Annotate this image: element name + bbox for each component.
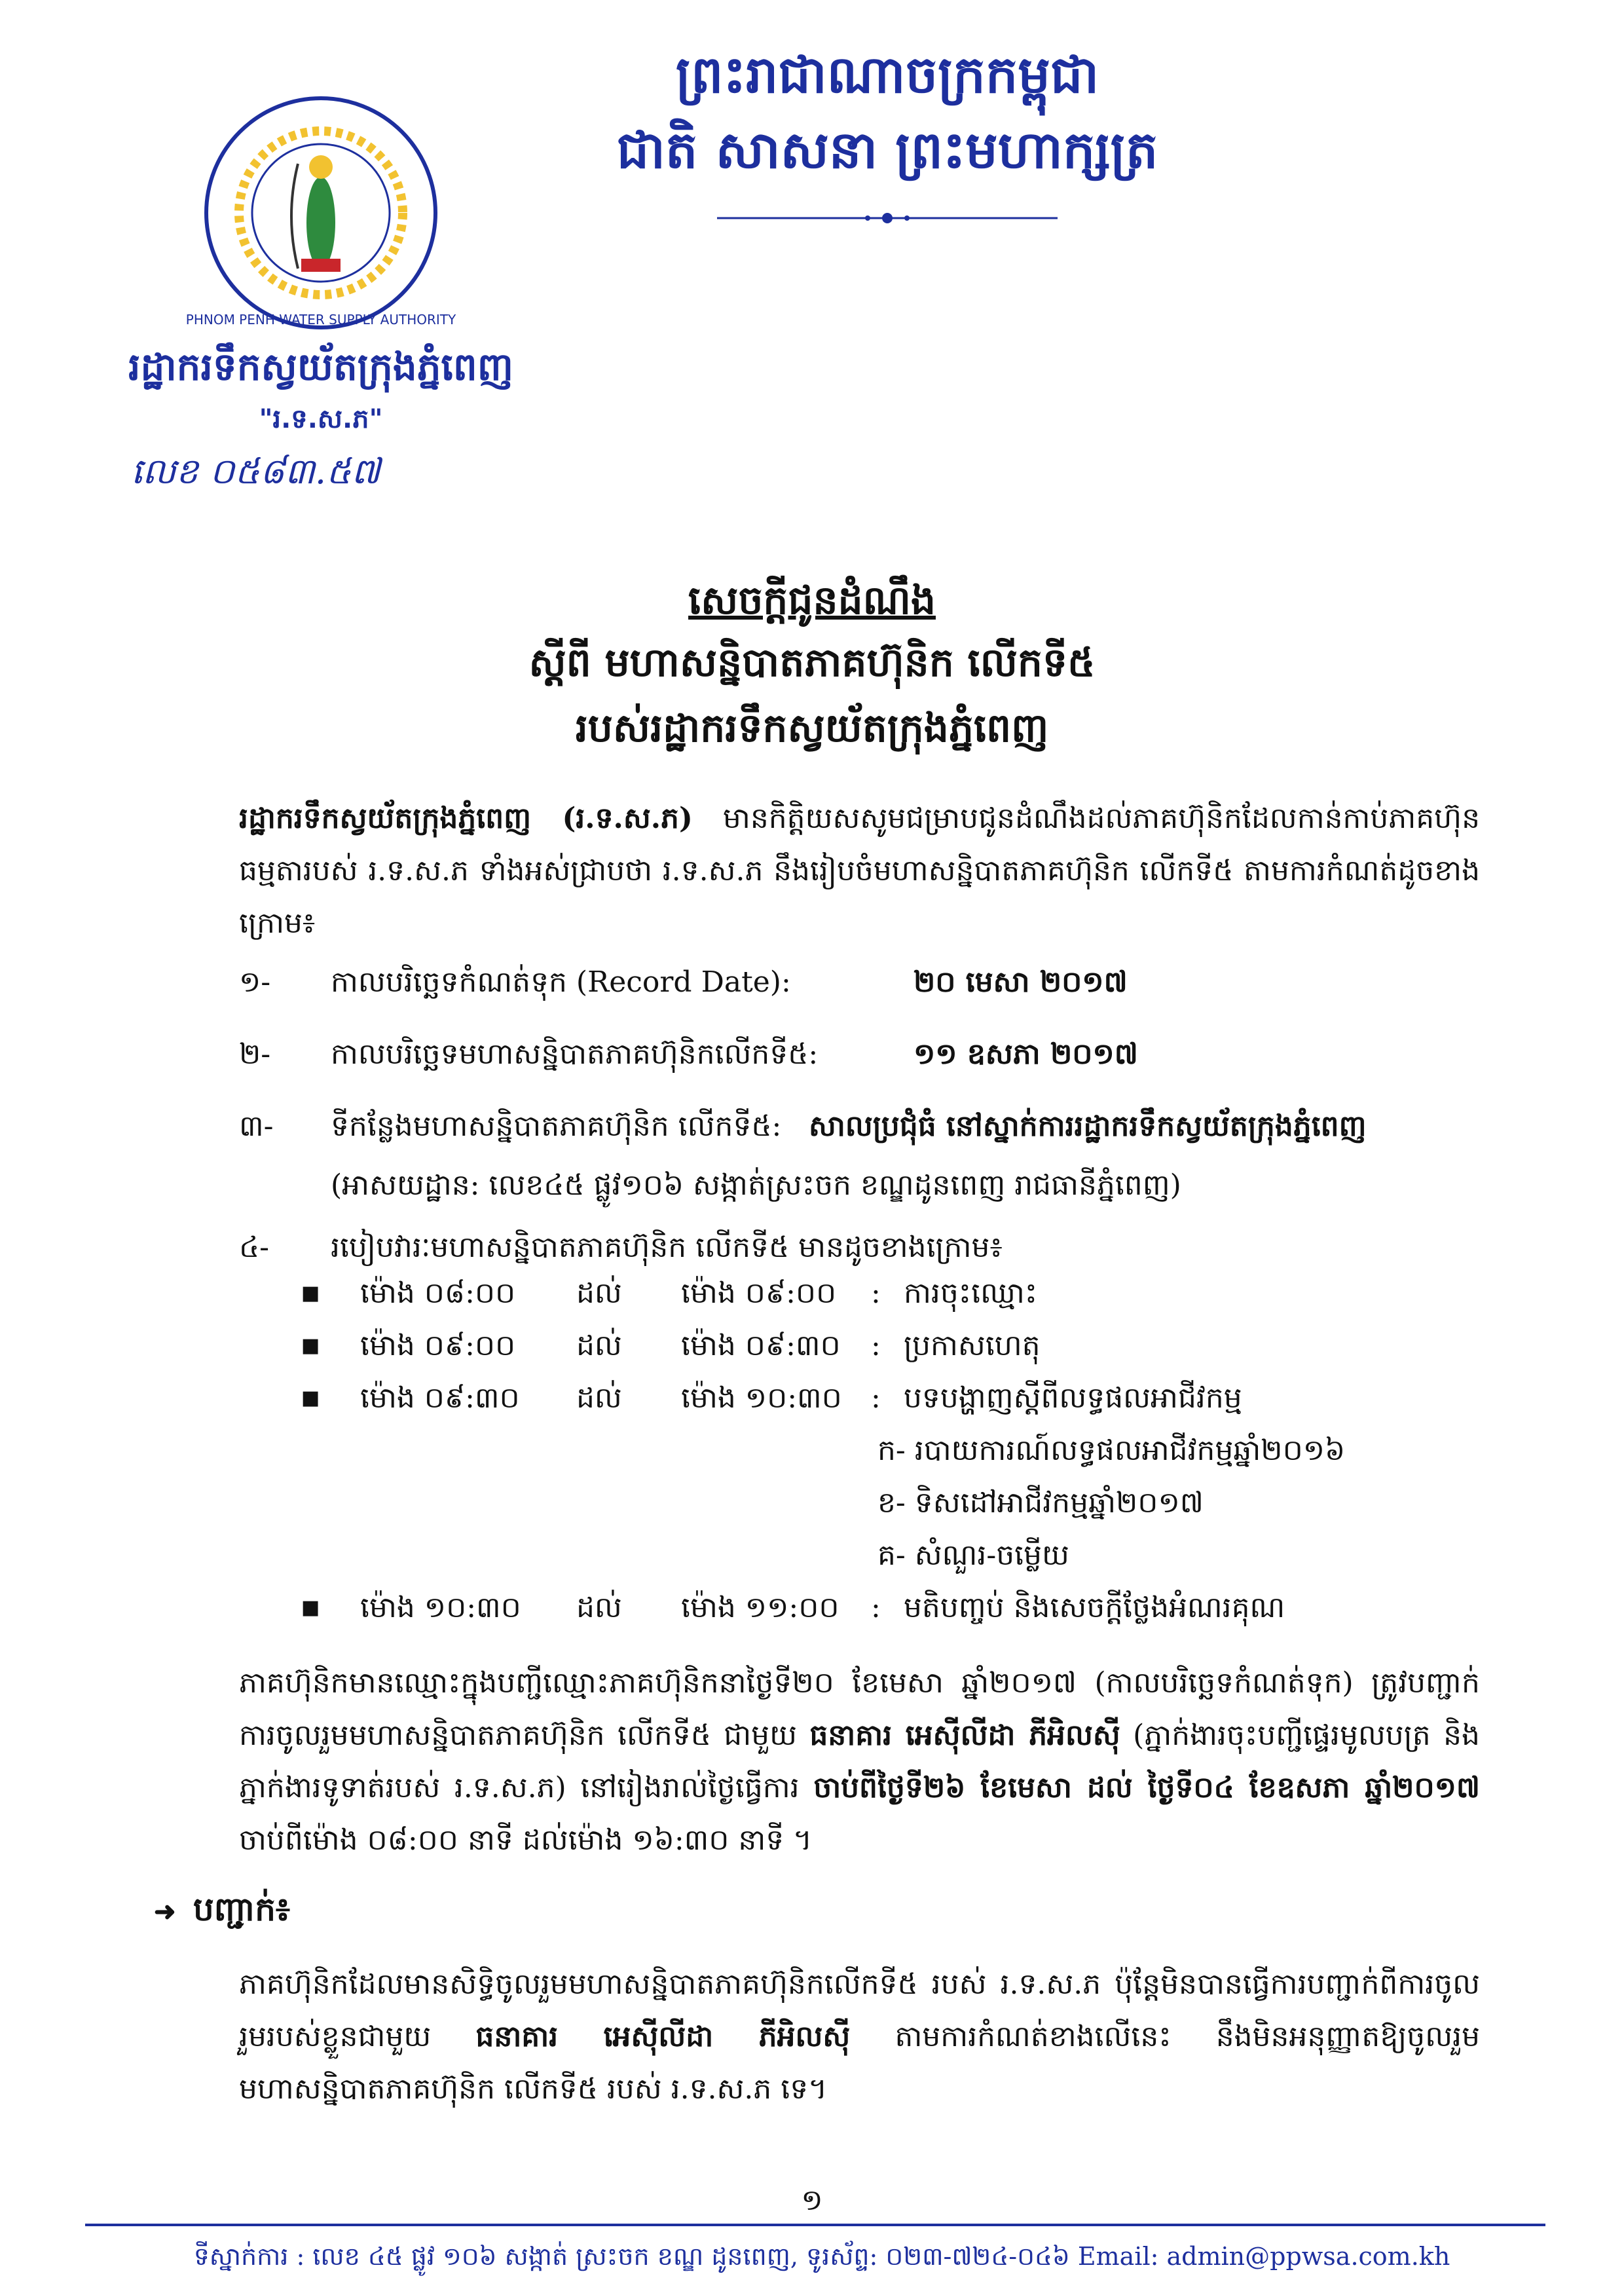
sub-item: គ- សំណួរ-ចម្លើយ (877, 1539, 1069, 1572)
para2-text-1: ភាគហ៊ុនិកមានឈ្មោះក្នុងបញ្ជីឈ្មោះភាគហ៊ុនិកនាថ្ងៃទី២០ ខែមេសា ឆ្នាំ២០១៧ (កាលបរិច្ឆេទកំណត់ទុក) ត្រូវបញ្ជាក់ការចូលរួមមហាសន្និបាតភាគហ៊ុនិក លើកទី៥ ជាមួយ (239, 1666, 1480, 1752)
square-bullet-icon: ■ (301, 1282, 320, 1305)
registration-dates: ចាប់ពីថ្ងៃទី២៦ ខែមេសា ដល់ ថ្ងៃទី០៤ ខែឧសភា ឆ្នាំ២០១៧ (813, 1771, 1480, 1804)
item-value: សាលប្រជុំធំ នៅស្នាក់ការរដ្ឋាករទឹកស្វយ័តក្រុងភ្នំពេញ (809, 1110, 1367, 1143)
item-number: ២- (239, 1037, 271, 1071)
activity: មតិបញ្ចប់ និងសេចក្តីថ្លែងអំណរគុណ (904, 1591, 1285, 1624)
time-to-word: ដល់ (576, 1277, 622, 1310)
registration-paragraph (239, 1657, 1480, 1867)
time-to-word: ដល់ (576, 1591, 622, 1624)
item-venue-address (239, 1156, 1483, 1215)
logo-caption: PHNOM PENH WATER SUPPLY AUTHORITY (185, 312, 456, 327)
item-record-date (239, 953, 1483, 1012)
item-number: ១- (239, 965, 271, 999)
note-heading-text: បញ្ជាក់៖ (193, 1890, 290, 1928)
item-label: កាលបរិច្ឆេទមហាសន្និបាតភាគហ៊ុនិកលើកទី៥: (331, 1037, 819, 1071)
time-from: ម៉ោង ០៩:០០ (360, 1329, 516, 1362)
footer-divider (85, 2224, 1545, 2226)
colon: : (871, 1277, 881, 1310)
intro-paragraph (239, 793, 1480, 950)
colon: : (871, 1329, 881, 1362)
ornament-divider (717, 208, 1058, 228)
page-number: ១ (801, 2184, 823, 2217)
note-text-1: ភាគហ៊ុនិកដែលមានសិទ្ធិចូលរួមមហាសន្និបាតភាគហ៊ុនិកលើកទី៥ របស់ រ.ទ.ស.ភ ប៉ុន្តែមិនបានធ្វើការបញ្ជាក់ពីការចូលរួមរបស់ខ្លួនជាមួយ (239, 1968, 1480, 2053)
time-to-word: ដល់ (576, 1381, 622, 1415)
national-motto: ជាតិ សាសនា ព្រះមហាក្សត្រ (616, 121, 1158, 180)
colon: : (871, 1591, 881, 1624)
schedule-row (301, 1372, 1480, 1425)
time-from: ម៉ោង ០៩:៣០ (360, 1381, 520, 1415)
kingdom-heading: ព្រះរាជាណាចក្រកម្ពុជា (675, 45, 1099, 105)
intro-text: មានកិត្តិយសសូមជម្រាបជូនដំណឹងដល់ភាគហ៊ុនិកដែលកាន់កាប់ភាគហ៊ុនធម្មតារបស់ រ.ទ.ស.ភ ទាំងអស់ជ្រាបថា រ.ទ.ស.ភ នឹងរៀបចំមហាសន្និបាតភាគហ៊ុនិក លើកទី៥ តាមការកំណត់ដូចខាងក្រោម៖ (239, 802, 1480, 940)
time-to: ម៉ោង ០៩:៣០ (681, 1329, 841, 1362)
bank-name: ធនាគារ អេស៊ីលីដា ភីអិលស៊ី (475, 2020, 851, 2053)
para2-text-3: ចាប់ពីម៉ោង ០៨:០០ នាទី ដល់ម៉ោង ១៦:៣០ នាទី ។ (239, 1823, 813, 1857)
colon: : (871, 1381, 881, 1415)
item-meeting-date (239, 1025, 1483, 1084)
square-bullet-icon: ■ (301, 1387, 320, 1409)
document-title: សេចក្តីជូនដំណឹង (688, 578, 936, 624)
time-from: ម៉ោង ០៨:០០ (360, 1277, 516, 1310)
para2-text-2: (ភ្នាក់ងារចុះបញ្ជីផ្ទេរមូលបត្រ និងភ្នាក់ងារទូទាត់របស់ រ.ទ.ស.ភ) នៅរៀងរាល់ថ្ងៃធ្វើការ (239, 1719, 1480, 1804)
note-heading (154, 1880, 547, 1939)
venue-address: (អាសយដ្ឋាន: លេខ៤៥ ផ្លូវ១០៦ សង្កាត់ស្រះចក ខណ្ឌដូនពេញ រាជធានីភ្នំពេញ) (331, 1168, 1181, 1202)
activity: ប្រកាសហេតុ (904, 1329, 1041, 1362)
schedule-row (301, 1320, 1480, 1372)
time-to: ម៉ោង ១១:០០ (681, 1591, 840, 1624)
footer-address: ទីស្នាក់ការ : លេខ ៤៥ ផ្លូវ ១០៦ សង្កាត់ ស្រះចក ខណ្ឌ ដូនពេញ, ទូរស័ព្ទ: ០២៣-៧២៤-០៤៦ Email: admin@ppwsa.com.kh (193, 2242, 1450, 2271)
ppwsa-logo (167, 92, 475, 334)
sub-item: ក- របាយការណ៍លទ្ធផលអាជីវកម្មឆ្នាំ២០១៦ (877, 1434, 1346, 1467)
item-value: ១១ ឧសភា ២០១៧ (913, 1037, 1138, 1071)
item-value: ២០ មេសា ២០១៧ (913, 965, 1128, 999)
document-subtitle-2: របស់រដ្ឋាករទឹកស្វយ័តក្រុងភ្នំពេញ (575, 705, 1049, 751)
arrow-marker-icon: ➜ (154, 1896, 176, 1927)
schedule-row (301, 1582, 1480, 1634)
sub-item: ខ- ទិសដៅអាជីវកម្មឆ្នាំ២០១៧ (877, 1486, 1204, 1520)
time-to: ម៉ោង ០៩:០០ (681, 1277, 837, 1310)
square-bullet-icon: ■ (301, 1334, 320, 1357)
activity: ការចុះឈ្មោះ (904, 1277, 1038, 1310)
item-venue (239, 1097, 1483, 1156)
item-label: របៀបវារៈមហាសន្និបាតភាគហ៊ុនិក លើកទី៥ មានដូចខាងក្រោម៖ (331, 1231, 1003, 1264)
schedule-row (301, 1267, 1480, 1320)
organization-abbreviation: "រ.ទ.ស.ភ" (259, 404, 383, 434)
note-text-2: តាមការកំណត់ខាងលើនេះ នឹងមិនអនុញ្ញាតឱ្យចូលរួមមហាសន្និបាតភាគហ៊ុនិក លើកទី៥ របស់ រ.ទ.ស.ភ ទេ។ (239, 2020, 1481, 2106)
note-paragraph (239, 1958, 1480, 2116)
time-from: ម៉ោង ១០:៣០ (360, 1591, 521, 1624)
intro-org-name: រដ្ឋាករទឹកស្វយ័តក្រុងភ្នំពេញ (រ.ទ.ស.ភ) (239, 802, 693, 835)
item-label: កាលបរិច្ឆេទកំណត់ទុក (Record Date): (331, 965, 791, 999)
item-label: ទីកន្លែងមហាសន្និបាតភាគហ៊ុនិក លើកទី៥: (331, 1110, 782, 1143)
square-bullet-icon: ■ (301, 1596, 320, 1619)
time-to: ម៉ោង ១០:៣០ (681, 1381, 842, 1415)
reference-number: លេខ ០៥៨៣.៥៧ (131, 451, 380, 492)
item-number: ៤- (239, 1231, 270, 1264)
activity: បទបង្ហាញស្តីពីលទ្ធផលអាជីវកម្ម (904, 1381, 1242, 1415)
organization-name: រដ្ឋាករទឹកស្វយ័តក្រុងភ្នំពេញ (128, 345, 513, 389)
document-subtitle-1: ស្តីពី មហាសន្និបាតភាគហ៊ុនិក លើកទី៥ (528, 640, 1096, 686)
bank-name: ធនាគារ អេស៊ីលីដា ភីអិលស៊ី (809, 1719, 1120, 1752)
time-to-word: ដល់ (576, 1329, 622, 1362)
item-number: ៣- (239, 1110, 274, 1143)
